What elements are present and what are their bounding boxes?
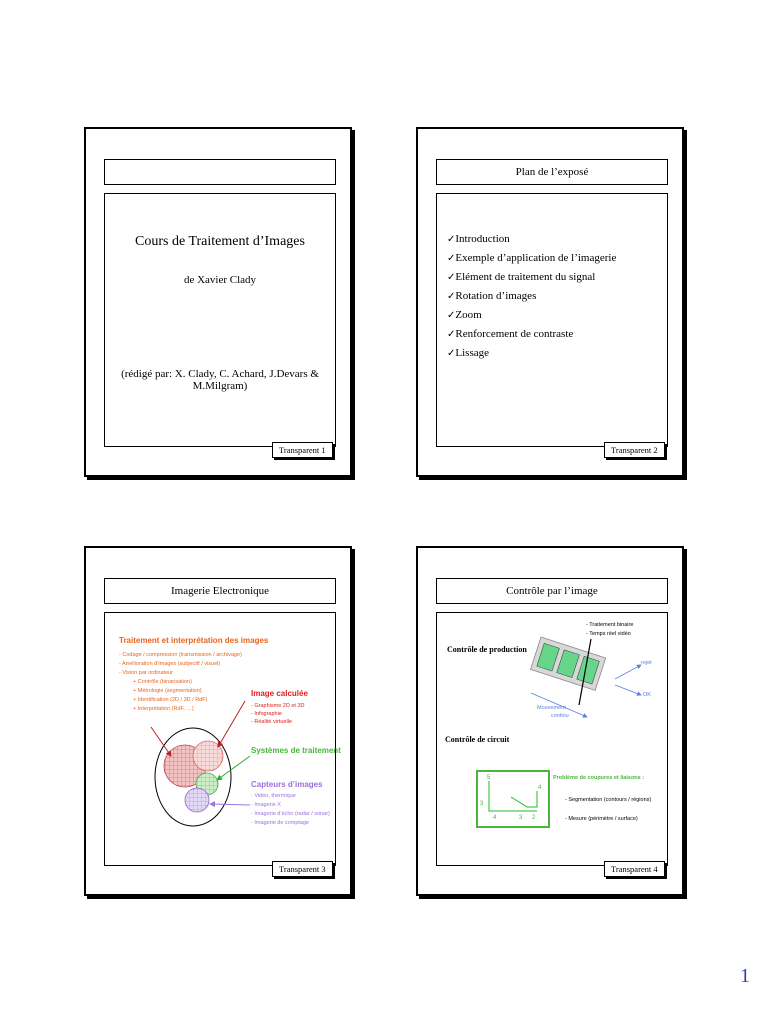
production-label: Contrôle de production (447, 645, 527, 654)
plan-list (447, 230, 616, 363)
sensor-item: - Imagerie d’écho (radar / sonar) (251, 811, 330, 817)
sensor-item: - Imagerie X (251, 802, 281, 808)
slide-1-title-box (104, 159, 336, 185)
slide-4-body (436, 612, 668, 866)
plan-item: ✓Lissage (447, 347, 489, 359)
check-icon: ✓ (447, 234, 456, 245)
slide-1-body (104, 193, 336, 447)
plan-item: ✓Rotation d’images (447, 290, 537, 302)
circuit-number: 4 (538, 785, 542, 791)
reject-label: rejet (641, 660, 652, 666)
check-icon: ✓ (447, 348, 456, 359)
page-number: 1 (740, 965, 750, 987)
calc-item: - Infographie (251, 711, 282, 717)
slide-3-body (104, 612, 341, 866)
sensor-item: - Imagerie de comptage (251, 820, 310, 826)
circuit-number: 2 (532, 815, 536, 821)
binary-label: - Traitement binaire (586, 622, 634, 628)
slide-2-footer: Transparent 2 (604, 442, 665, 458)
check-icon: ✓ (447, 310, 456, 321)
measure-label: - Mesure (périmètre / surface) (565, 816, 638, 822)
plan-item: ✓Exemple d’application de l’imagerie (447, 252, 617, 264)
slide-2 (416, 127, 684, 477)
circuit-number: 5 (487, 775, 491, 781)
course-title: Cours de Traitement d’Images (135, 234, 305, 249)
slide-4 (416, 546, 684, 896)
processing-sub-bullet: + Contrôle (binarisation) (133, 679, 192, 685)
circuit-number: 3 (519, 815, 523, 821)
movement-label: Mouvement (537, 705, 566, 711)
plan-item: ✓Zoom (447, 309, 482, 321)
slide-3-footer: Transparent 3 (272, 861, 333, 877)
slide-2-title: Plan de l’exposé (436, 159, 668, 185)
ok-label: OK (643, 692, 651, 698)
calc-item: - Réalité virtuelle (251, 719, 292, 725)
sensor-item: - Vidéo, thermique (251, 793, 296, 799)
movement-arrow (531, 693, 587, 717)
slide-4-footer: Transparent 4 (604, 861, 665, 877)
problem-label: Problème de coupures et liaisons : (553, 775, 645, 781)
processing-sub-bullet: + Identification (2D / 3D / RdF) (133, 697, 208, 703)
realtime-label: - Temps réel vidéo (586, 631, 631, 637)
circuit-number: 3 (480, 801, 484, 807)
check-icon: ✓ (447, 272, 456, 283)
slide-2-body (436, 193, 668, 447)
slide-3 (84, 546, 352, 896)
credits: (rédigé par: X. Clady, C. Achard, J.Devars & M.Milgram) (121, 368, 319, 392)
sensors-heading: Capteurs d’images (251, 780, 323, 789)
check-icon: ✓ (447, 329, 456, 340)
check-icon: ✓ (447, 253, 456, 264)
continuous-label: continu (551, 713, 569, 719)
processing-sub-bullet: + Métrologie (segmentation) (133, 688, 202, 694)
slide-4-title: Contrôle par l’image (436, 578, 668, 604)
reject-arrow (615, 665, 641, 679)
plan-item: ✓Elément de traitement du signal (447, 271, 596, 283)
circuit-label: Contrôle de circuit (445, 735, 510, 744)
calc-item: - Graphisme 2D et 3D (251, 703, 305, 709)
processing-heading: Traitement et interprétation des images (119, 636, 269, 645)
control-diagrams (437, 613, 669, 867)
circuit-number: 4 (493, 815, 497, 821)
sensors-circle (185, 788, 209, 812)
film-strip (530, 637, 605, 690)
slide-3-title: Imagerie Electronique (104, 578, 336, 604)
author: de Xavier Clady (183, 274, 257, 286)
processing-sub-bullet: + Interprétation (RdF, …) (133, 706, 194, 712)
processing-bullet: - Amélioration d’images (subjectif / visuel) (119, 661, 221, 667)
plan-item: ✓Renforcement de contraste (447, 328, 574, 340)
systems-heading: Systèmes de traitement (251, 746, 341, 755)
ok-arrow (615, 685, 641, 695)
check-icon: ✓ (447, 291, 456, 302)
processing-bullet: - Codage / compression (transmission / archivage) (119, 652, 242, 658)
calc-heading: Image calculée (251, 689, 308, 698)
slide-1-footer: Transparent 1 (272, 442, 333, 458)
venn-diagram (105, 613, 337, 867)
slide-1 (84, 127, 352, 477)
calc-arrow (218, 701, 245, 747)
plan-item: ✓Introduction (447, 233, 510, 245)
processing-bullet: - Vision par ordinateur (119, 670, 174, 676)
segmentation-label: - Segmentation (contours / régions) (565, 797, 652, 803)
